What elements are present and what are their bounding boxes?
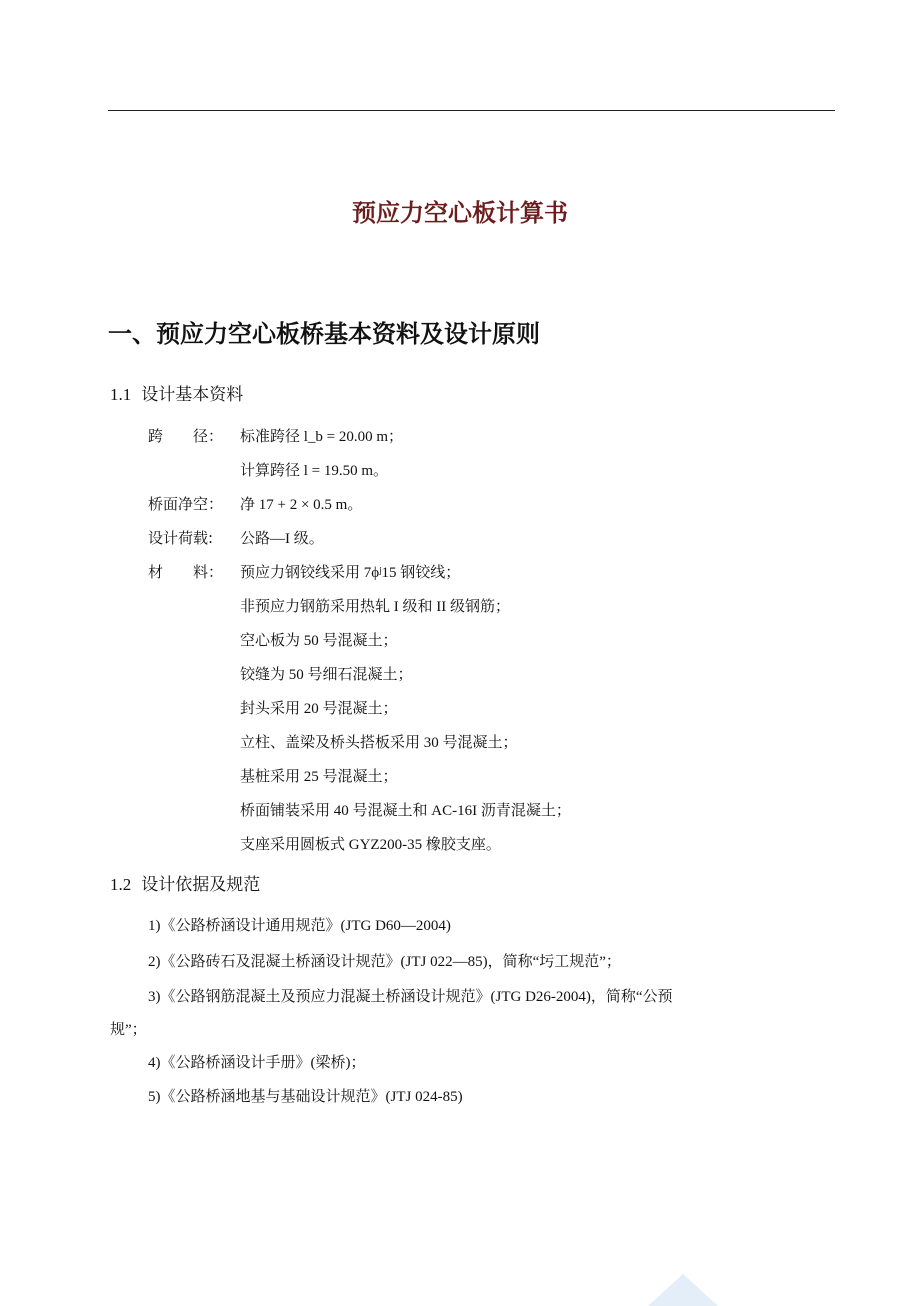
material-item: 预应力钢铰线采用 7ϕʲ15 钢铰线； <box>240 565 461 581</box>
field-label-span: 跨 径： <box>148 427 224 445</box>
material-item: 桥面铺装采用 40 号混凝土和 AC-16I 沥青混凝土； <box>240 803 571 819</box>
watermark-logo <box>648 1266 718 1306</box>
field-value-standard-span: 标准跨径 l_b = 20.00 m； <box>240 429 404 445</box>
subsection-title: 设计基本资料 <box>141 385 244 405</box>
section-heading: 一、预应力空心板桥基本资料及设计原则 <box>108 320 540 348</box>
document-title: 预应力空心板计算书 <box>352 199 568 227</box>
material-item: 支座采用圆板式 GYZ200-35 橡胶支座。 <box>240 837 501 853</box>
field-value-calc-span: 计算跨径 l = 19.50 m。 <box>240 463 389 479</box>
reference-item: 4)《公路桥涵设计手册》(梁桥)； <box>148 1055 366 1071</box>
reference-item: 1)《公路桥涵设计通用规范》(JTG D60—2004) <box>148 918 451 934</box>
reference-item-continuation: 规”； <box>110 1022 147 1038</box>
material-item: 基桩采用 25 号混凝土； <box>240 769 398 785</box>
material-item: 立柱、盖梁及桥头搭板采用 30 号混凝土； <box>240 735 518 751</box>
field-label-material: 材 料： <box>148 563 224 581</box>
header-rule <box>108 110 835 111</box>
subsection-number: 1.2 <box>110 875 132 894</box>
watermark-shape <box>648 1274 718 1306</box>
reference-item: 2)《公路砖石及混凝土桥涵设计规范》(JTJ 022—85)，简称“圬工规范”； <box>148 954 621 970</box>
subsection-title: 设计依据及规范 <box>141 875 261 895</box>
field-value-load: 公路—I 级。 <box>240 531 324 547</box>
field-label-clearance: 桥面净空： <box>148 495 224 513</box>
material-item: 非预应力钢筋采用热轧 I 级和 II 级钢筋； <box>240 599 510 615</box>
subsection-heading-1-2 <box>110 870 260 895</box>
reference-item: 3)《公路钢筋混凝土及预应力混凝土桥涵设计规范》(JTG D26-2004)，简称“公预 <box>148 989 673 1005</box>
material-item: 铰缝为 50 号细石混凝土； <box>240 667 413 683</box>
subsection-heading-1-1 <box>110 380 243 405</box>
subsection-number: 1.1 <box>110 385 132 404</box>
material-item: 空心板为 50 号混凝土； <box>240 633 398 649</box>
field-value-clearance: 净 17 + 2 × 0.5 m。 <box>240 497 363 513</box>
material-item: 封头采用 20 号混凝土； <box>240 701 398 717</box>
field-label-load: 设计荷载: <box>148 529 214 547</box>
reference-item: 5)《公路桥涵地基与基础设计规范》(JTJ 024-85) <box>148 1089 463 1105</box>
